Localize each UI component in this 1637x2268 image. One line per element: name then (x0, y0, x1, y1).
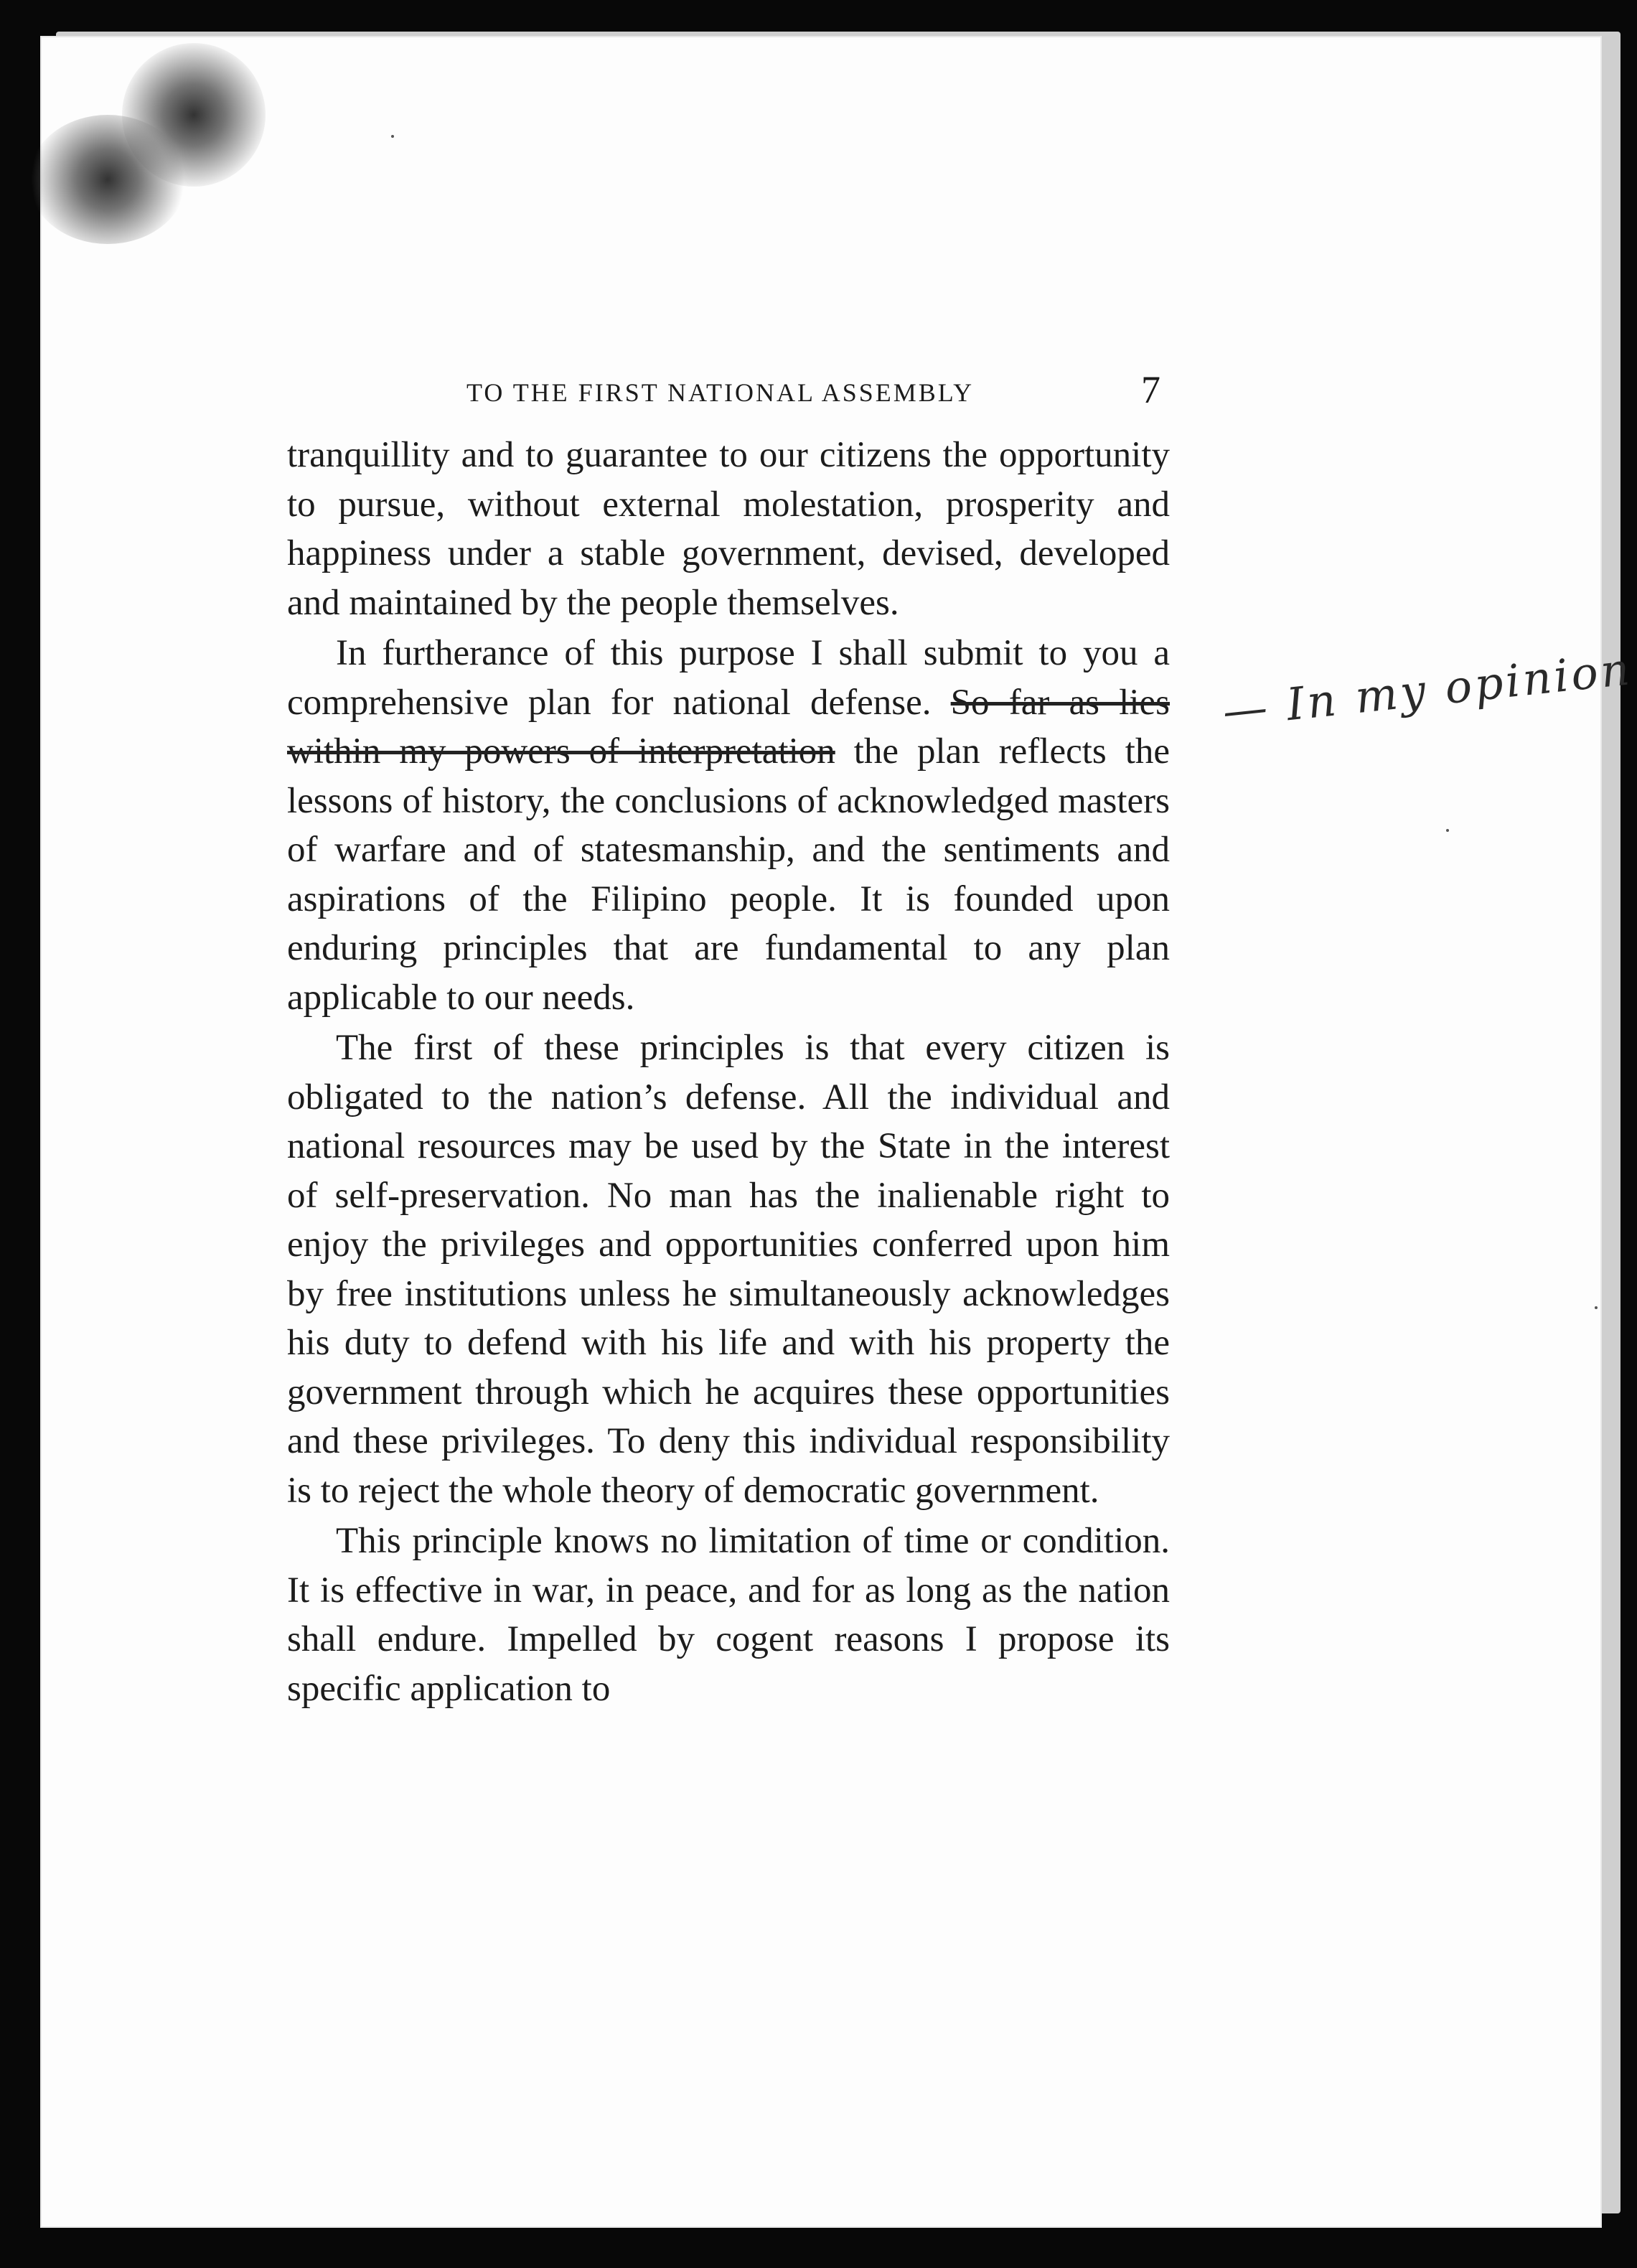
page-number: 7 (1141, 368, 1160, 411)
body-text (287, 431, 1170, 1715)
paragraph-2-start: In furtherance of this purpose I shall submit to you a comprehensive plan for national defense. (287, 633, 1170, 723)
ink-smudge-lower (29, 115, 187, 244)
paragraph-3: The first of these principles is that every citizen is obligated to the nation’s defense. All the individual and national resources may be used by the State in the interest of self-preservation. No man has the inalienable right to enjoy the privileges and opportunities conferred upon him by free institutions unless he simultaneously acknowledges his duty to defend with his life and with his property the government through which he acquires these opportunities and these privileges. To deny this individual responsibility is to reject the whole theory of democratic government. (287, 1028, 1170, 1511)
paragraph-2-end: the plan reflects the lessons of history, the conclusions of acknowledged masters of warfare and of statesmanship, and the sentiments and aspirations of the Filipino people. It is founded upon enduring principles that are fundamental to any plan applicable to our needs. (287, 731, 1170, 1018)
paragraph-1: tranquillity and to guarantee to our citizens the opportunity to pursue, without external molestation, prosperity and happiness under a stable government, devised, developed and maintained by the people themselves. (287, 435, 1170, 623)
dust-speck (1595, 1306, 1598, 1309)
paragraph-2 (287, 629, 1170, 1022)
struck-out-text: So far as lies within my powers of interpretation (287, 682, 1170, 772)
handwritten-annotation: — In my opinion (1220, 642, 1635, 738)
running-head: TO THE FIRST NATIONAL ASSEMBLY (466, 378, 975, 407)
dust-speck (391, 135, 394, 138)
dust-speck (1446, 829, 1449, 832)
paragraph-4: This principle knows no limitation of time or condition. It is effective in war, in peace, and for as long as the nation shall endure. Impelled by cogent reasons I propose its specific application to (287, 1521, 1170, 1709)
